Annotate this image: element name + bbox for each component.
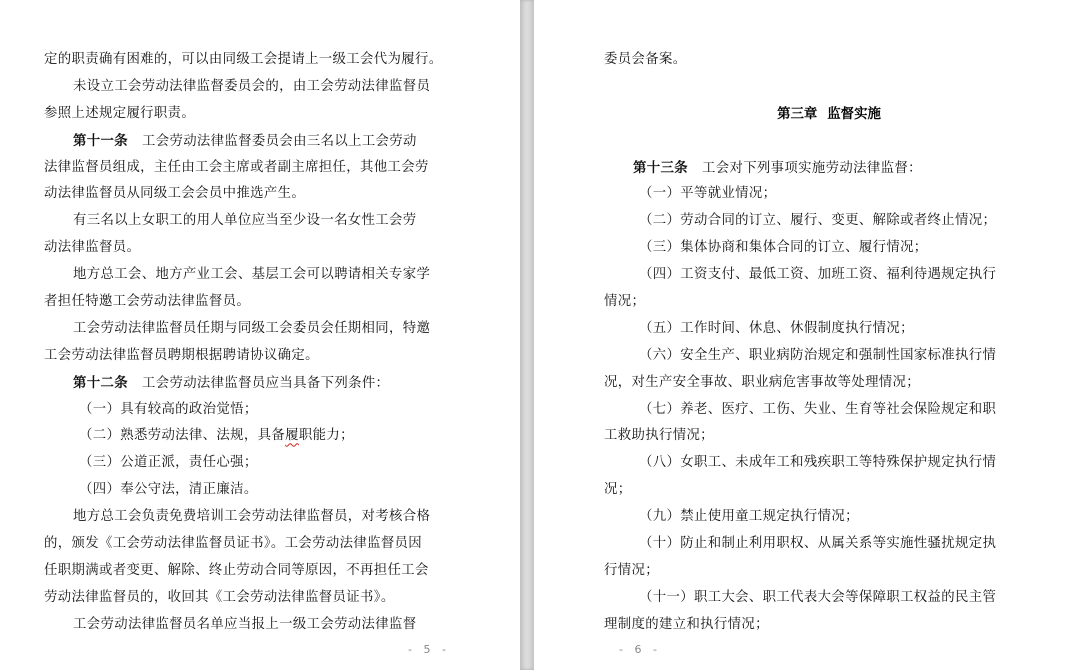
chapter-title: 监督实施 [827,105,881,122]
page-number: - 6 - [619,643,661,656]
text-line: 动法律监督员。 [44,240,141,256]
text-line: 工会劳动法律监督员任期与同级工会委员会任期相同，特邀 [73,320,431,336]
list-item: （三）集体协商和集体合同的订立、履行情况； [639,240,928,256]
spellcheck-flagged-word[interactable]: 履 [285,428,299,444]
text-line: 劳动法律监督员的，收回其《工会劳动法律监督员证书》。 [44,589,395,605]
list-item: （二）劳动合同的订立、履行、变更、解除或者终止情况； [639,213,997,229]
text-line: 况，对生产安全事故、职业病危害事故等处理情况； [604,374,921,390]
text-line: 工会对下列事项实施劳动法律监督： [701,160,922,176]
text-line: 者担任特邀工会劳动法律监督员。 [44,294,251,310]
text-line: 法律监督员组成，主任由工会主席或者副主席担任，其他工会劳 [44,159,429,175]
page-6-body [604,47,1014,639]
list-item: （九）禁止使用童工规定执行情况； [639,509,859,525]
text-line: 的，颁发《工会劳动法律监督员证书》。工会劳动法律监督员因 [44,536,423,552]
article-11-tag: 第十一条 [73,132,128,149]
text-line: 地方总工会、地方产业工会、基层工会可以聘请相关专家学 [73,267,431,283]
text-line: 参照上述规定履行职责。 [44,105,196,121]
text-line: 行情况； [604,562,659,578]
text-line: 理制度的建立和执行情况； [604,616,769,632]
blank-line [604,128,1014,155]
text-line: 情况； [604,294,646,310]
article-13-tag: 第十三条 [633,159,688,176]
page-gutter [520,0,534,670]
text-line: 工会劳动法律监督委员会由三名以上工会劳动 [141,133,417,149]
list-item: （十）防止和制止利用职权、从属关系等实施性骚扰规定执 [639,536,997,552]
article-11-first-line [44,128,454,155]
text-line: 任职期满或者变更、解除、终止劳动合同等原因，不再担任工会 [44,562,429,578]
list-item: （一）具有较高的政治觉悟； [79,401,258,417]
article-12-tag: 第十二条 [73,374,128,391]
document-page-5 [0,0,520,670]
text-line: 委员会备案。 [604,52,687,67]
text-line: 况； [604,482,632,498]
list-item: （三）公道正派，责任心强； [79,455,258,471]
chapter-number: 第三章 [777,105,818,122]
list-item: （七）养老、医疗、工伤、失业、生育等社会保险规定和职 [639,401,997,417]
list-item: （八）女职工、未成年工和残疾职工等特殊保护规定执行情 [639,455,997,471]
list-item: （四）工资支付、最低工资、加班工资、福利待遇规定执行 [639,267,997,283]
text-line: 地方总工会负责免费培训工会劳动法律监督员，对考核合格 [73,509,431,525]
text-line: 未设立工会劳动法律监督委员会的，由工会劳动法律监督员 [73,78,431,94]
list-item-text: 职能力； [298,428,354,444]
article-12-first-line [44,370,454,397]
text-line: 工会劳动法律监督员名单应当报上一级工会劳动法律监督 [73,616,417,632]
text-line: 工会劳动法律监督员聘期根据聘请协议确定。 [44,347,319,363]
list-item: （十一）职工大会、职工代表大会等保障职工权益的民主管 [639,589,997,605]
list-item: （四）奉公守法，清正廉洁。 [79,482,258,498]
blank-line [604,74,1014,101]
document-page-6 [534,0,1080,670]
text-line: 工救助执行情况； [604,428,714,444]
list-item: （一）平等就业情况； [639,186,777,202]
chapter-heading [604,101,1014,128]
page-number: - 5 - [408,643,450,656]
text-line: 工会劳动法律监督员应当具备下列条件： [141,375,390,391]
text-line: 动法律监督员从同级工会会员中推选产生。 [44,186,306,202]
page-5-body [44,47,454,639]
list-item: （五）工作时间、休息、休假制度执行情况； [639,320,914,336]
article-13-first-line [604,155,1014,182]
text-line: 有三名以上女职工的用人单位应当至少设一名女性工会劳 [73,213,417,229]
list-item: （六）安全生产、职业病防治规定和强制性国家标准执行情 [639,347,997,363]
text-line: 定的职责确有困难的，可以由同级工会提请上一级工会代为履行。 [44,52,443,67]
list-item [44,423,454,450]
list-item-text: （二）熟悉劳动法律、法规，具备 [79,428,286,444]
